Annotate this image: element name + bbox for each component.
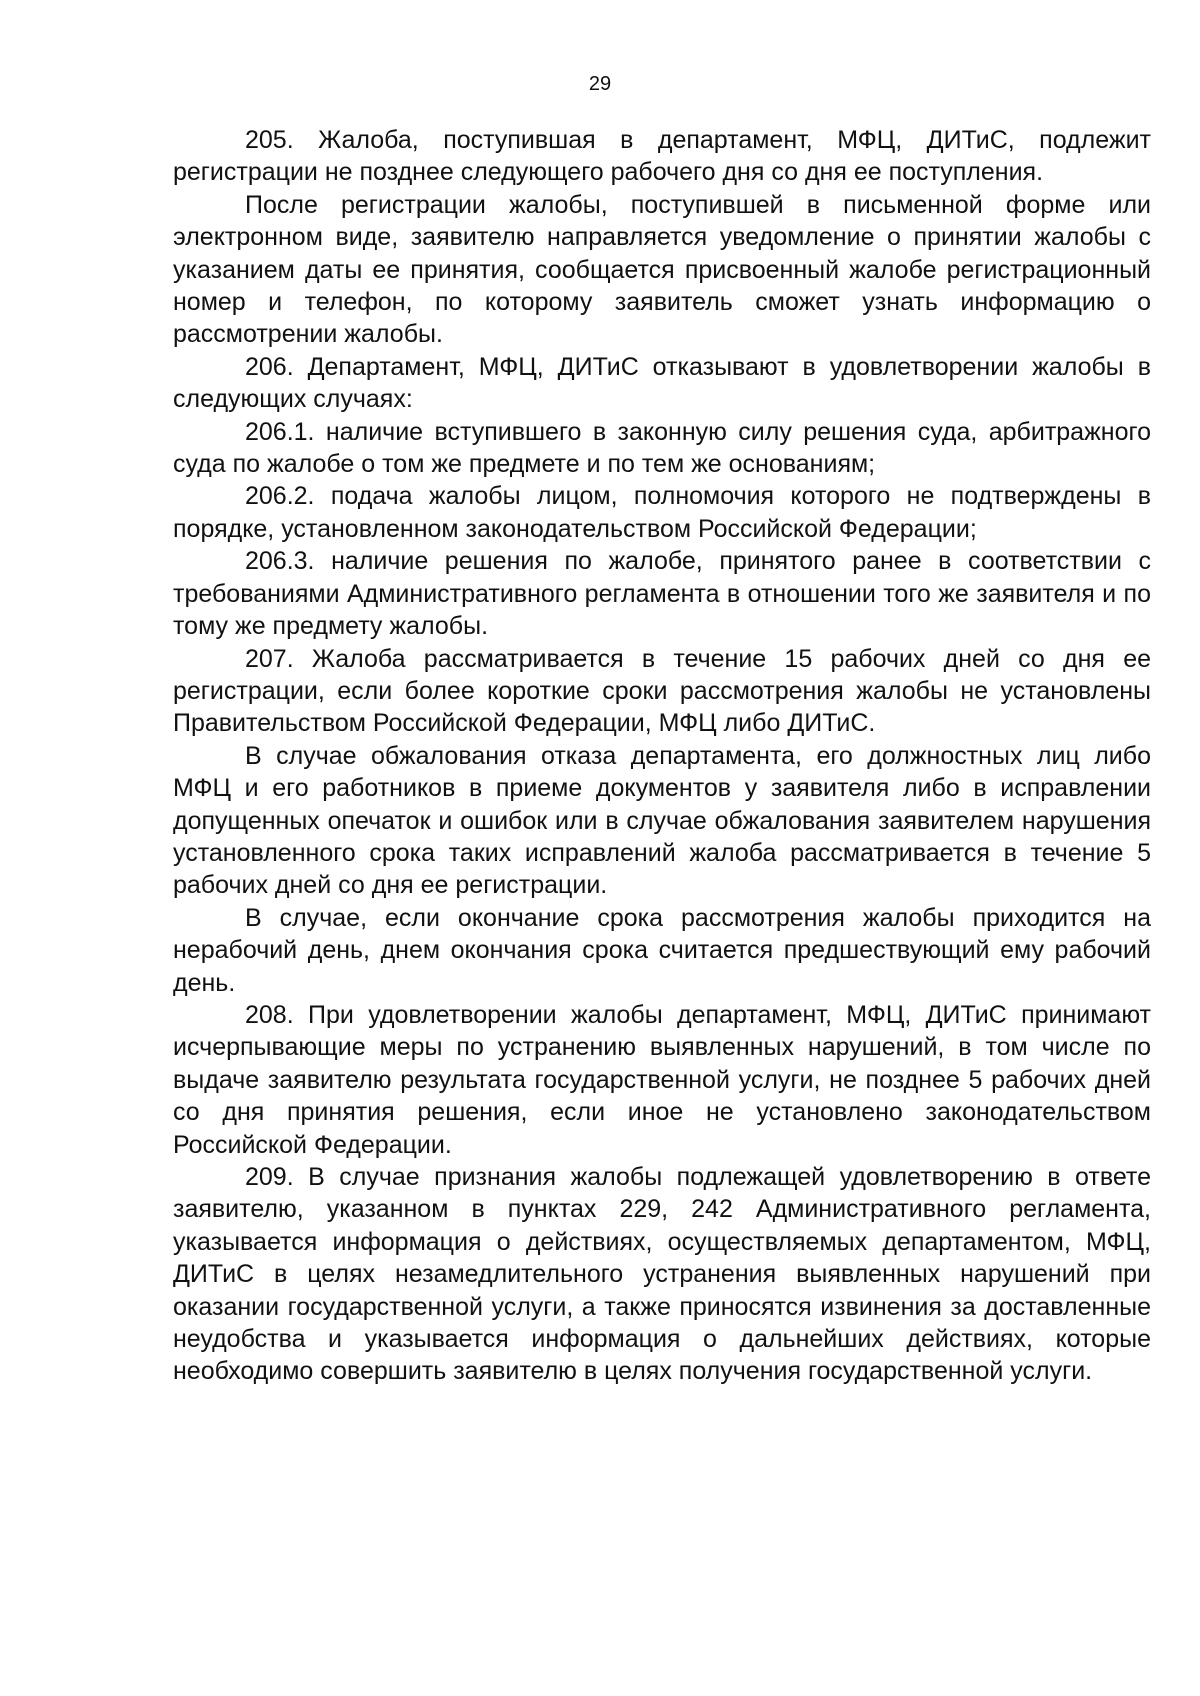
paragraph-205: 205. Жалоба, поступившая в департамент, МФЦ, ДИТиС, подлежит регистрации не позднее следующего рабочего дня со дня ее поступления. [173,126,1151,187]
paragraph-206-2: 206.2. подача жалобы лицом, полномочия которого не подтверждены в порядке, установленном законодательством Российской Федерации; [173,482,1151,543]
paragraph-208: 208. При удовлетворении жалобы департамент, МФЦ, ДИТиС принимают исчерпывающие меры по устранению выявленных нарушений, в том числе по выдаче заявителю результата государственной услуги, не позднее 5 рабочих дней со дня принятия решения, если иное не установлено законодательством Российской Федерации. [173,1000,1151,1159]
paragraph-206-1: 206.1. наличие вступившего в законную силу решения суда, арбитражного суда по жалобе о том же предмете и по тем же основаниям; [173,417,1151,479]
page-number: 29 [588,73,612,95]
paragraph-207: 207. Жалоба рассматривается в течение 15 рабочих дней со дня ее регистрации, если более короткие сроки рассмотрения жалобы не установлены Правительством Российской Федерации, МФЦ либо ДИТиС. [173,644,1151,738]
paragraph-206-3: 206.3. наличие решения по жалобе, принятого ранее в соответствии с требованиями Административного регламента в отношении того же заявителя и по тому же предмету жалобы. [173,547,1151,641]
document-body [173,124,1151,1388]
paragraph-209: 209. В случае признания жалобы подлежащей удовлетворению в ответе заявителю, указанном в пунктах 229, 242 Административного регламента, указывается информация о действиях, осуществляемых департаментом, МФЦ, ДИТиС в целях незамедлительного устранения выявленных нарушений при оказании государственной услуги, а также приносятся извинения за доставленные неудобства и указывается информация о дальнейших действиях, которые необходимо совершить заявителю в целях получения государственной услуги. [173,1163,1151,1386]
paragraph-206: 206. Департамент, МФЦ, ДИТиС отказывают в удовлетворении жалобы в следующих случаях: [173,352,1151,414]
paragraph-205-registration-notice: После регистрации жалобы, поступившей в письменной форме или электронном виде, заявителю направляется уведомление о принятии жалобы с указанием даты ее принятия, сообщается присвоенный жалобе регистрационный номер и телефон, по которому заявитель сможет узнать информацию о рассмотрении жалобы. [173,190,1151,349]
paragraph-207-nonworking-day: В случае, если окончание срока рассмотрения жалобы приходится на нерабочий день, днем окончания срока считается предшествующий ему рабочий день. [173,903,1151,997]
paragraph-207-appeal-refusal: В случае обжалования отказа департамента, его должностных лиц либо МФЦ и его работников в приеме документов у заявителя либо в исправлении допущенных опечаток и ошибок или в случае обжалования заявителем нарушения установленного срока таких исправлений жалоба рассматривается в течение 5 рабочих дней со дня ее регистрации. [173,741,1151,900]
